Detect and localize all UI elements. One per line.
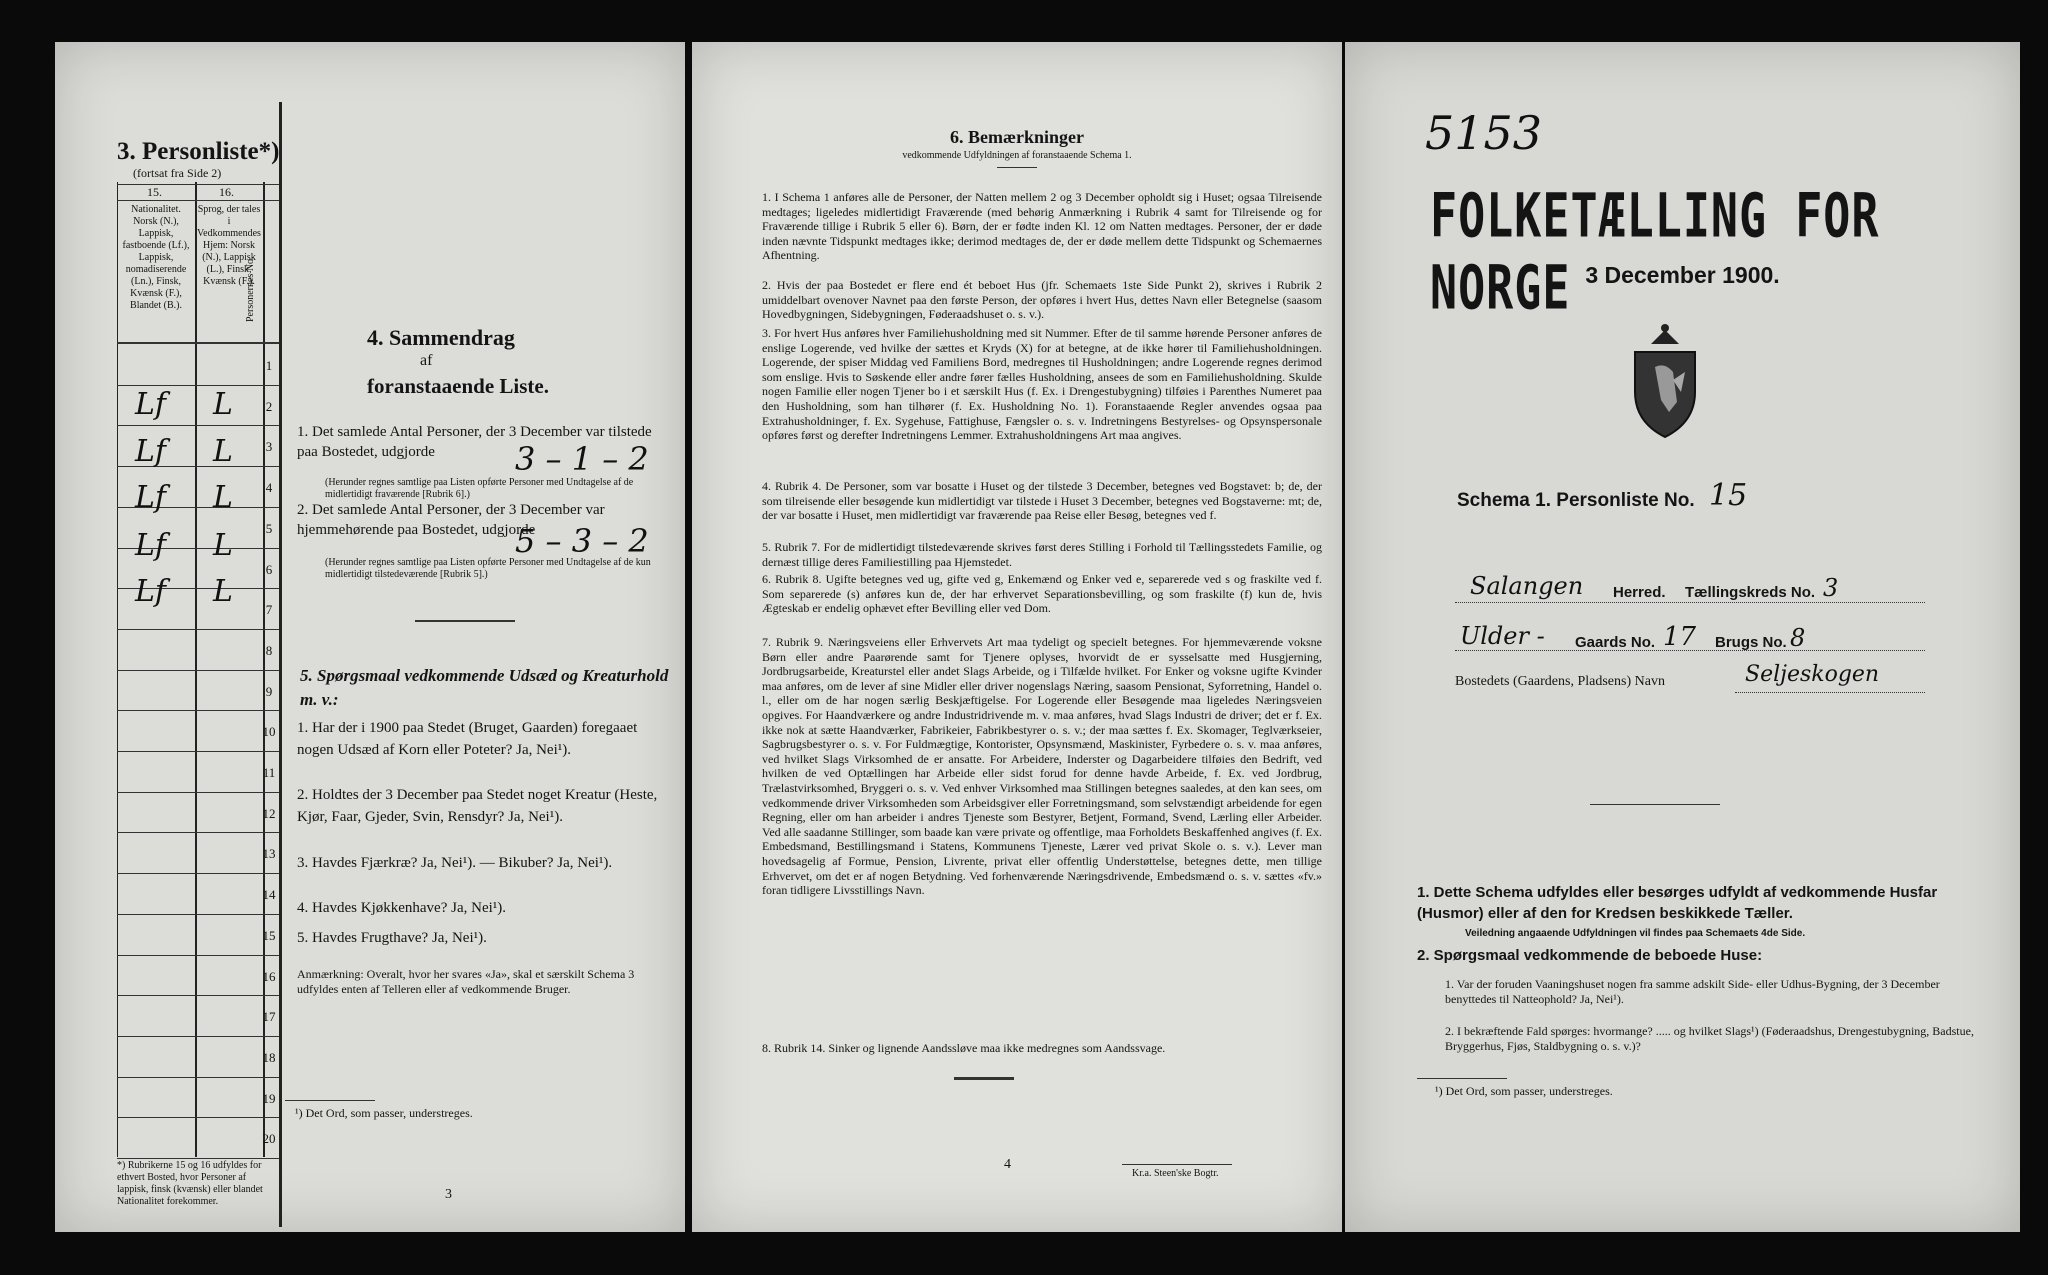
row-line <box>117 385 279 386</box>
col-personnr-header: Personernes No. <box>245 256 256 322</box>
divider <box>997 167 1037 168</box>
summary-item-2-note: (Herunder regnes samtlige paa Listen opførte Personer med Undtagelse af de kun midlertidigt tilstedeværende [Rubrik 5].) <box>325 557 651 580</box>
row-number: 18 <box>262 1049 276 1065</box>
gaard-prefix: Ulder - <box>1460 622 1545 650</box>
entry-lang-2: L <box>213 434 233 469</box>
footnote-rule <box>1417 1078 1507 1079</box>
row-line <box>117 832 279 833</box>
page-number: 4 <box>1004 1157 1011 1172</box>
brugs-label: Brugs No. <box>1715 634 1787 651</box>
col15-number: 15. <box>147 185 162 199</box>
entry-nat-3: Lf <box>135 480 167 515</box>
row-number: 19 <box>262 1090 276 1106</box>
row-line <box>117 792 279 793</box>
summary-item-1-note: (Herunder regnes samtlige paa Listen opførte Personer med Undtagelse af de midlertidigt fraværende [Rubrik 6].) <box>325 477 634 500</box>
remarks-subtitle: vedkommende Udfyldningen af foranstaaende Schema 1. <box>902 150 1132 161</box>
main-title: FOLKETÆLLING FOR NORGE <box>1430 180 1880 324</box>
divider <box>415 620 515 622</box>
divider <box>1590 804 1720 805</box>
census-date: 3 December 1900. <box>1585 262 1780 288</box>
section5-title: 5. Spørgsmaal vedkommende Udsæd og Kreaturhold m. v.: <box>300 666 669 709</box>
remark-3: 3. For hvert Hus anføres hver Familiehusholdning med sit Nummer. Efter de til samme hørende Personer anføres de enslige Logerende, ved hvilke der sættes et Kryds (X) for at betegne, at de ikke hører til Familiehusholdningen. Logerende, der spiser Middag ved Familiens Bord, medregnes til Husholdningen; andre Logerende regnes derimod som enslige. Hvis to Søskende eller andre fører fælles Husholdning, ansees de som en Familiehusholdning. Skulde nogen Familie eller nogen Tjener bo i et særskilt Hus (f. Ex. i Drengestubygning) tilføies i Parenthes Numeret paa den Husholdning, som han tilhører (f. Ex. Husholdning No. 1). Foranstaaende Regler anvendes ogsaa paa Extrahusholdninger, f. Ex. Sygehuse, Fattighuse, Fængsler o. s. v. Indretningens Bestyrelses- og Opsynspersonale opføres først og derefter Indretningens Lemmer. Extrahusholdningens Art maa angives. <box>762 326 1322 443</box>
summary-item-1-value: 3 – 1 – 2 <box>515 440 649 478</box>
remark-5: 5. Rubrik 7. For de midlertidigt tilstedeværende skrives først deres Stilling i Forhold til Tællingsstedets Familie, og dernæst tillige deres Familiestilling paa Hjemstedet. <box>762 540 1322 569</box>
instruction-1-sub: Veiledning angaaende Udfyldningen vil findes paa Schemaets 4de Side. <box>1465 928 1806 939</box>
col15-header: Nationalitet. Norsk (N.), Lappisk, fastboende (Lf.), Lappisk, nomadiserende (Ln.), Finsk, Kvænsk (F.), Blandet (B.). <box>122 204 190 311</box>
entry-nat-4: Lf <box>135 528 167 563</box>
printer-mark: Kr.a. Steen'ske Bogtr. <box>1132 1168 1219 1179</box>
question-1: 1. Har der i 1900 paa Stedet (Bruget, Gaarden) foregaaet nogen Udsæd af Korn eller Poteter? Ja, Nei¹). <box>297 720 638 758</box>
personliste-subtitle: (fortsat fra Side 2) <box>133 166 222 180</box>
row-line <box>117 1158 279 1159</box>
section4-af: af <box>420 352 433 369</box>
row-line <box>117 1077 279 1078</box>
entry-lang-3: L <box>213 480 233 515</box>
row-number: 20 <box>262 1131 276 1147</box>
row-line <box>117 914 279 915</box>
row-line <box>117 955 279 956</box>
row-number: 17 <box>262 1009 276 1025</box>
entry-lang-1: L <box>213 387 233 422</box>
schema-number: 15 <box>1709 478 1748 513</box>
row-number: 8 <box>265 642 273 658</box>
page-left <box>55 42 685 1232</box>
kreds-value: 3 <box>1823 574 1839 602</box>
instruction-1: 1. Dette Schema udfyldes eller besørges udfyldt af vedkommende Husfar (Husmor) eller af den for Kredsen beskikkede Tæller. <box>1417 884 1938 922</box>
instruction-2-2: 2. I bekræftende Fald spørges: hvormange? ..... og hvilket Slags¹) (Føderaadshus, Drengestubygning, Badstue, Bryggerhus, Fjøs, Staldbygning o. s. v.)? <box>1445 1024 1974 1053</box>
row-number: 14 <box>262 887 276 903</box>
row-number: 2 <box>265 398 273 414</box>
question-2: 2. Holdtes der 3 December paa Stedet noget Kreatur (Heste, Kjør, Faar, Gjeder, Svin, Rensdyr? Ja, Nei¹). <box>297 787 658 825</box>
footnote: ¹) Det Ord, som passer, understreges. <box>1435 1084 1613 1098</box>
row-number: 6 <box>265 561 273 577</box>
remark-4: 4. Rubrik 4. De Personer, som var bosatte i Huset og der tilstede 3 December, betegnes ved Bogstavet: b; de, der som tilreisende eller besøgende kun midlertidigt var tilstede i Huset 3 December, betegnes ved Bogstaverne: mt; de, der var bosatte i Huset, men midlertidigt var fraværende paa Reise eller Besøg, betegnes ved f. <box>762 479 1322 523</box>
col16-number: 16. <box>219 185 234 199</box>
printer-rule <box>1122 1164 1232 1165</box>
remark-1: 1. I Schema 1 anføres alle de Personer, der Natten mellem 2 og 3 December opholdt sig i Huset; ogsaa Tilreisende medtages; ligeledes midlertidigt Fraværende (med behørig Anmærkning i Rubrik 4 samt for Tilreisende og for Fraværende tillige i Rubrik 5 eller 6). Børn, der er fødte inden Kl. 12 om Natten medtages. Personer, der er døde inden nævnte Tidspunkt medtages ikke; derimod medtages de, der er døde mellem dette Tidspunkt og Schemaernes Afhentning. <box>762 190 1322 263</box>
row-number: 4 <box>265 480 273 496</box>
row-number: 10 <box>262 724 276 740</box>
gaard-value: 17 <box>1663 622 1697 652</box>
summary-item-1: 1. Det samlede Antal Personer, der 3 December var tilstede paa Bostedet, udgjorde <box>297 424 652 460</box>
row-number: 1 <box>265 358 273 373</box>
herred-value: Salangen <box>1470 572 1584 600</box>
row-number: 7 <box>265 602 273 618</box>
row-number: 3 <box>265 439 273 455</box>
entry-nat-5: Lf <box>135 574 167 609</box>
row-number: 12 <box>262 805 276 821</box>
bosted-value: Seljeskogen <box>1745 662 1880 687</box>
remarks-title: 6. Bemærkninger <box>950 127 1084 147</box>
row-line <box>117 995 279 996</box>
coat-of-arms-icon <box>1625 322 1705 442</box>
gaard-label: Gaards No. <box>1575 634 1656 651</box>
entry-lang-5: L <box>213 574 233 609</box>
row-line <box>117 629 279 630</box>
row-line <box>117 1036 279 1037</box>
herred-label: Herred. <box>1613 584 1666 601</box>
row-number: 5 <box>265 520 273 536</box>
grid-line <box>117 184 279 185</box>
question-5: 5. Havdes Frugthave? Ja, Nei¹). <box>297 930 487 946</box>
row-line <box>117 710 279 711</box>
footnote: ¹) Det Ord, som passer, understreges. <box>295 1106 473 1120</box>
entry-nat-1: Lf <box>135 387 167 422</box>
remark-6: 6. Rubrik 8. Ugifte betegnes ved ug, gifte ved g, Enkemænd og Enker ved e, separerede ved s og fraskilte ved f. Som separerede (s) anføres kun de, der har erhvervet Separationsbevilling, og som fraskilte (f) kun de, hvis Ægteskab er endelig ophævet efter Bevilling eller ved Dom. <box>762 572 1322 616</box>
page-middle <box>692 42 1342 1232</box>
section4-subtitle: foranstaaende Liste. <box>367 374 549 398</box>
divider <box>954 1077 1014 1080</box>
row-line <box>117 873 279 874</box>
instruction-2-1: 1. Var der foruden Vaaningshuset nogen fra samme adskilt Side- eller Udhus-Bygning, der 3 December benyttedes til Natteophold? Ja, Nei¹). <box>1445 977 1940 1006</box>
entry-nat-2: Lf <box>135 434 167 469</box>
question-4: 4. Havdes Kjøkkenhave? Ja, Nei¹). <box>297 900 507 916</box>
entry-lang-4: L <box>213 528 233 563</box>
personliste-title: 3. Personliste*) <box>117 138 280 165</box>
bosted-label: Bostedets (Gaardens, Pladsens) Navn <box>1455 674 1665 689</box>
section4-title: 4. Sammendrag <box>367 325 515 350</box>
col16-header: Sprog, der tales i Vedkommendes Hjem: Norsk (N.), Lappisk (L.), Finsk, Kvænsk (F.). <box>197 204 261 287</box>
footnote-star: *) Rubrikerne 15 og 16 udfyldes for ethvert Bosted, hvor Personer af lappisk, finsk (kvænsk) eller blandet Nationalitet forekommer. <box>117 1160 263 1207</box>
schema-label: Schema 1. Personliste No. <box>1457 490 1695 511</box>
archive-number: 5153 <box>1425 106 1543 160</box>
row-number: 11 <box>262 765 276 780</box>
brugs-value: 8 <box>1790 624 1806 652</box>
footnote-rule <box>285 1100 375 1101</box>
summary-item-2: 2. Det samlede Antal Personer, der 3 December var hjemmehørende paa Bostedet, udgjorde <box>297 502 605 538</box>
dotted-line <box>1735 692 1925 694</box>
row-number: 16 <box>262 968 276 984</box>
grid-line <box>117 342 279 344</box>
row-number: 15 <box>262 927 276 943</box>
instruction-2: 2. Spørgsmaal vedkommende de beboede Huse: <box>1417 947 1763 964</box>
remark-7: 7. Rubrik 9. Næringsveiens eller Erhvervets Art maa tydeligt og specielt betegnes. For hjemmeværende voksne Børn eller andre Paarørende samt for Tjenere oplyses, hvorvidt de er sysselsatte med Husgjerning, Jordbrugsarbeide, Kreaturstel eller andet Slags Arbeide, og i Tilfælde hvilket. For Enker og voksne ugifte Kvinder maa anføres, om de lever af sine Midler eller driver nogenslags Næring, saasom Pensionat, Syforretning, Handel o. l., eller om de har nogen særlig Beskjæftigelse. For Logerende eller Besøgende maa ligeledes Næringsveien opgives. For Haandværkere og andre Industridrivende m. v. maa anføres, hvad Slags Industri de driver; det er f. Ex. ikke nok at sætte Haandværker, Fabrikeier, Fabrikbestyrer o. s. v.; der maa sættes f. Ex. Skomager, Teglværkseier, Sagbrugsbestyrer o. s. v. For Fuldmægtige, Kontorister, Opsynsmænd, Maskinister, Fyrbedere o. s. v. maa anføres, ved hvilket Slags Virksomhed de er ansatte. For Arbeidere, Inderster og Dagarbeidere tilføies den Bedrift, ved hvilken de ved Optællingen har Arbeide eller sidst forud for denne havde Arbeide, f. Ex. ved Jordbrug, Trælastvirksomhed, Bryggeri o. s. v. Ved enhver Virksomhed maa Stillingen betegnes saaledes, at den kan sees, om vedkommende driver Virksomheden som Arbeidsgiver eller Forretningsmand, som selvstændigt arbeidende for egen Regning, eller om han arbeider i andres Tjeneste som Bestyrer, Betjent, Formand, Svend, Lærling eller Arbeider. Ved alle saadanne Stillinger, som baade kan være private og offentlige, maa Forholdets Beskaffenhed angives (f. Ex. Embedsmand, Bestillingsmand i Statens, Kommunens Tjeneste, Lærer ved privat Skole o. s. v.). Lever man hovedsagelig af Formue, Pension, Livrente, privat eller offentlig Understøttelse, betegnes dette, men tillige Erhvervet, om det er af nogen Betydning. Ved forhenværende Næringsdrivende, Embedsmænd o. s. v. sættes «fv.» foran tidligere Livsstillings Navn. <box>762 635 1322 898</box>
remark-2: 2. Hvis der paa Bostedet er flere end ét beboet Hus (jfr. Schemaets 1ste Side Punkt 2), skrives i Rubrik 2 umiddelbart ovenover Navnet paa den første Person, der opføres i hvert Hus, dettes Navn eller Betegnelse (saasom Hovedbygningen, Sidebygningen, Føderaadshuset o. s. v.). <box>762 278 1322 322</box>
kreds-label: Tællingskreds No. <box>1685 584 1816 601</box>
grid-line <box>117 200 279 201</box>
row-line <box>117 670 279 671</box>
remark-8: 8. Rubrik 14. Sinker og lignende Aandssløve maa ikke medregnes som Aandssvage. <box>762 1041 1166 1055</box>
question-3: 3. Havdes Fjærkræ? Ja, Nei¹). — Bikuber? Ja, Nei¹). <box>297 855 613 871</box>
anmerkning: Anmærkning: Overalt, hvor her svares «Ja», skal et særskilt Schema 3 udfyldes enten af Telleren eller af vedkommende Bruger. <box>297 967 635 996</box>
dotted-line <box>1455 602 1925 604</box>
summary-item-2-value: 5 – 3 – 2 <box>515 522 649 560</box>
page-right <box>1345 42 2020 1232</box>
row-number: 13 <box>262 846 276 862</box>
page-number: 3 <box>445 1187 452 1202</box>
row-line <box>117 1117 279 1118</box>
row-line <box>117 425 279 426</box>
row-number: 9 <box>265 683 273 699</box>
row-line <box>117 751 279 752</box>
